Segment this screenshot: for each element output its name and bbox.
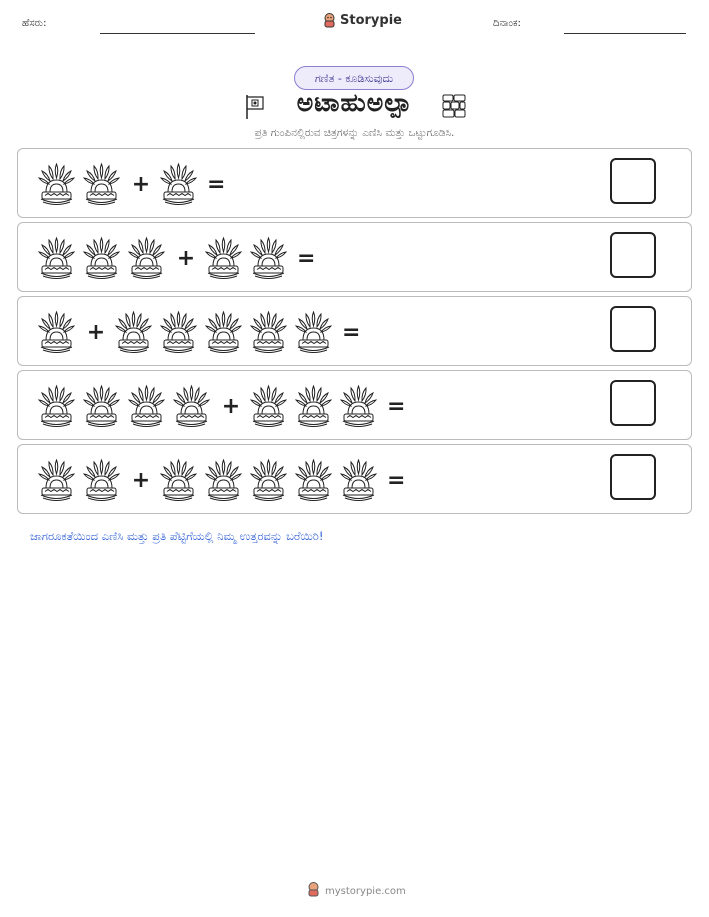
problem-expression <box>38 383 405 429</box>
answer-box[interactable] <box>610 380 656 426</box>
date-field[interactable] <box>564 33 686 34</box>
headdress-icon <box>38 384 75 428</box>
problem-expression <box>38 457 405 503</box>
brand-logo <box>323 13 402 28</box>
headdress-icon <box>340 458 377 502</box>
footer <box>307 882 406 900</box>
plus-sign: + <box>131 467 151 493</box>
headdress-icon <box>128 236 165 280</box>
problem-row <box>17 148 692 218</box>
plus-sign: + <box>131 171 151 197</box>
headdress-icon <box>295 384 332 428</box>
equals-sign: = <box>207 171 226 197</box>
headdress-icon <box>250 384 287 428</box>
plus-sign: + <box>221 393 241 419</box>
answer-box[interactable] <box>610 158 656 204</box>
headdress-icon <box>38 236 75 280</box>
problem-row <box>17 444 692 514</box>
answer-box[interactable] <box>610 232 656 278</box>
page-title: ಅಟಾಹುಅಲ್ಪಾ <box>296 88 413 117</box>
name-field[interactable] <box>100 33 255 34</box>
answer-note: ಜಾಗರೂಕತೆಯಿಂದ ಎಣಿಸಿ ಮತ್ತು ಪ್ರತಿ ಪೆಟ್ಟಿಗೆಯಲ್ಲಿ ನಿಮ್ಮ ಉತ್ತರವನ್ನು ಬರೆಯಿರಿ! <box>30 529 324 543</box>
brand-name: Storypie <box>340 13 402 28</box>
problem-expression <box>38 235 315 281</box>
date-label: ದಿನಾಂಕ: <box>493 18 521 29</box>
name-label: ಹೆಸರು: <box>22 18 47 29</box>
stone-wall-icon <box>441 93 467 123</box>
headdress-icon <box>38 310 75 354</box>
headdress-icon <box>250 236 287 280</box>
problem-expression <box>38 309 360 355</box>
headdress-icon <box>38 458 75 502</box>
problem-row <box>17 222 692 292</box>
headdress-icon <box>205 236 242 280</box>
headdress-icon <box>250 458 287 502</box>
headdress-icon <box>160 458 197 502</box>
headdress-icon <box>205 458 242 502</box>
headdress-icon <box>295 310 332 354</box>
problem-row <box>17 370 692 440</box>
storypie-footer-logo-icon <box>307 882 320 900</box>
topic-badge: ಗಣಿತ - ಕೂಡಿಸುವುದು <box>294 66 414 90</box>
footer-url[interactable]: mystorypie.com <box>325 885 406 897</box>
problem-expression <box>38 161 225 207</box>
headdress-icon <box>250 310 287 354</box>
headdress-icon <box>160 310 197 354</box>
headdress-icon <box>83 384 120 428</box>
headdress-icon <box>205 310 242 354</box>
headdress-icon <box>38 162 75 206</box>
headdress-icon <box>83 236 120 280</box>
headdress-icon <box>173 384 210 428</box>
equals-sign: = <box>297 245 316 271</box>
equals-sign: = <box>387 467 406 493</box>
equals-sign: = <box>342 319 361 345</box>
headdress-icon <box>83 162 120 206</box>
instruction-text: ಪ್ರತಿ ಗುಂಪಿನಲ್ಲಿರುವ ಚಿತ್ರಗಳನ್ನು ಎಣಿಸಿ ಮತ್ತು ಒಟ್ಟುಗೂಡಿಸಿ. <box>254 127 455 139</box>
storypie-logo-icon <box>323 13 336 28</box>
headdress-icon <box>295 458 332 502</box>
answer-box[interactable] <box>610 454 656 500</box>
headdress-icon <box>128 384 165 428</box>
plus-sign: + <box>176 245 196 271</box>
plus-sign: + <box>86 319 106 345</box>
equals-sign: = <box>387 393 406 419</box>
problem-row <box>17 296 692 366</box>
headdress-icon <box>160 162 197 206</box>
headdress-icon <box>340 384 377 428</box>
headdress-icon <box>83 458 120 502</box>
headdress-icon <box>115 310 152 354</box>
answer-box[interactable] <box>610 306 656 352</box>
